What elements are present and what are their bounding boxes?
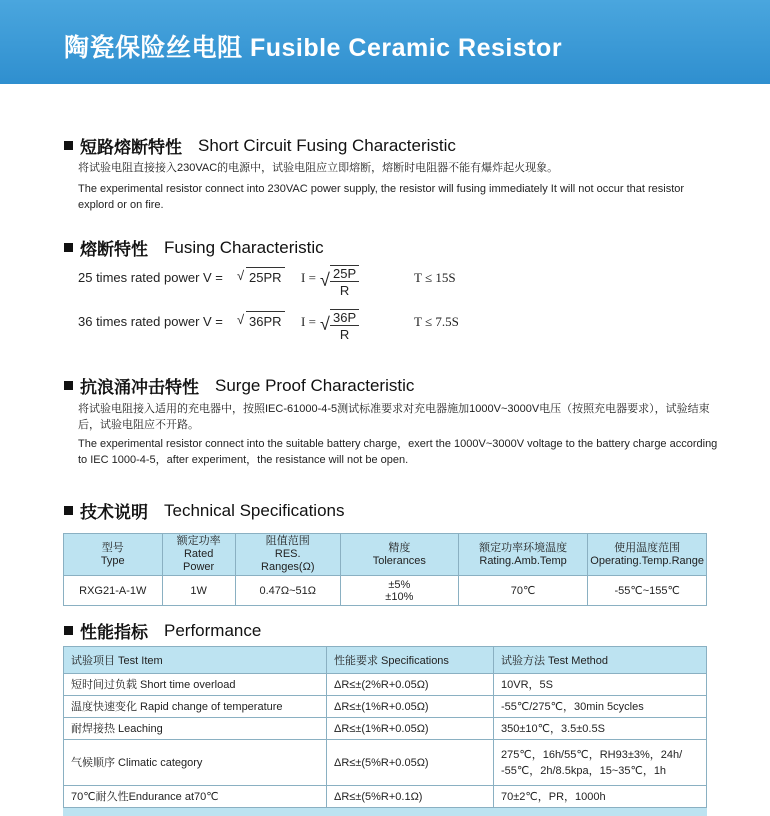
surge-text-cn: 将试验电阻接入适用的充电器中，按照IEC-61000-4-5测试标准要求对充电器施加1000V~3000V电压（按照充电器要求），试验结束后，试验电阻应不开路。 xyxy=(78,403,710,431)
table-row xyxy=(64,576,707,606)
section-fusing-heading xyxy=(64,235,324,260)
bullet-square-icon xyxy=(64,506,73,515)
header-banner xyxy=(0,0,770,84)
formula-denominator: R xyxy=(339,327,350,342)
cell-oper-temp: -55℃~155℃ xyxy=(588,576,707,606)
formula-denominator: R xyxy=(339,283,350,298)
section-performance-heading xyxy=(64,618,261,643)
column-header: 试验项目 Test Item xyxy=(64,647,327,674)
cell-method: 10VR，5S xyxy=(494,674,707,696)
section-short-circuit-heading xyxy=(64,133,456,158)
table-footer-strip xyxy=(63,808,707,816)
sqrt-icon: √ xyxy=(320,270,330,290)
page-title: 陶瓷保险丝电阻 Fusible Ceramic Resistor xyxy=(64,34,563,62)
formula-label: 25 times rated power V = xyxy=(78,270,223,285)
table-header-row xyxy=(64,647,707,674)
cell-power: 1W xyxy=(162,576,235,606)
column-header: 额定功率环境温度 Rating.Amb.Temp xyxy=(458,534,587,576)
bullet-square-icon xyxy=(64,626,73,635)
column-header: 阻值范围 RES. Ranges(Ω) xyxy=(235,534,340,576)
formula-numerator: 25P xyxy=(330,266,359,282)
short-circuit-text-cn: 将试验电阻直接接入230VAC的电源中，试验电阻应立即熔断，熔断时电阻器不能有爆炸起火现象。 xyxy=(78,162,559,174)
table-row xyxy=(64,696,707,718)
cell-method: 275℃，16h/55℃，RH93±3%，24h/ -55℃，2h/8.5kpa，15~35℃，1h xyxy=(494,740,707,786)
performance-table xyxy=(63,646,707,808)
formula-current: I = xyxy=(301,270,316,285)
cell-test-item: 耐焊接热 Leaching xyxy=(64,718,327,740)
table-row xyxy=(64,674,707,696)
section-title-cn: 技术说明 xyxy=(80,503,148,522)
section-title-en: Surge Proof Characteristic xyxy=(215,375,415,395)
section-title-en: Technical Specifications xyxy=(164,500,345,520)
cell-test-item: 温度快速变化 Rapid change of temperature xyxy=(64,696,327,718)
cell-test-item: 短时间过负载 Short time overload xyxy=(64,674,327,696)
column-header: 试验方法 Test Method xyxy=(494,647,707,674)
column-header: 性能要求 Specifications xyxy=(327,647,494,674)
section-title-cn: 短路熔断特性 xyxy=(80,138,182,157)
section-title-cn: 熔断特性 xyxy=(80,240,148,259)
cell-method: -55℃/275℃，30min 5cycles xyxy=(494,696,707,718)
cell-tolerance: ±5% ±10% xyxy=(340,576,458,606)
sqrt-icon: √ xyxy=(320,314,330,334)
bullet-square-icon xyxy=(64,381,73,390)
formula-numerator: 36P xyxy=(330,310,359,326)
formula-label: 36 times rated power V = xyxy=(78,314,223,329)
cell-test-item: 70℃耐久性Endurance at70℃ xyxy=(64,786,327,808)
bullet-square-icon xyxy=(64,243,73,252)
table-header-row xyxy=(64,534,707,576)
cell-spec: ΔR≤±(1%R+0.05Ω) xyxy=(327,696,494,718)
section-title-en: Fusing Characteristic xyxy=(164,237,324,257)
cell-test-item: 气候顺序 Climatic category xyxy=(64,740,327,786)
cell-spec: ΔR≤±(2%R+0.05Ω) xyxy=(327,674,494,696)
formula-current: I = xyxy=(301,314,316,329)
short-circuit-text-en: The experimental resistor connect into 230VAC power supply, the resistor will fusing immediately It will not occur that resistor explord or on fire. xyxy=(78,183,685,211)
formula-radicand: 25PR xyxy=(246,267,285,285)
surge-text-en: The experimental resistor connect into the suitable battery charge，exert the 1000V~3000V voltage to the battery charge according to IEC 1000-4-5，after experiment，the resistance will not be open. xyxy=(78,438,718,466)
section-tech-heading xyxy=(64,498,344,523)
cell-range: 0.47Ω~51Ω xyxy=(235,576,340,606)
cell-method: 70±2℃，PR，1000h xyxy=(494,786,707,808)
sqrt-icon: √ xyxy=(237,268,245,283)
cell-amb-temp: 70℃ xyxy=(458,576,587,606)
formula-radicand: 36PR xyxy=(246,311,285,329)
section-title-cn: 性能指标 xyxy=(80,623,148,642)
cell-spec: ΔR≤±(5%R+0.1Ω) xyxy=(327,786,494,808)
cell-method: 350±10℃，3.5±0.5S xyxy=(494,718,707,740)
tech-spec-table xyxy=(63,533,707,606)
section-title-en: Performance xyxy=(164,620,262,640)
section-title-en: Short Circuit Fusing Characteristic xyxy=(198,135,456,155)
column-header: 使用温度范围 Operating.Temp.Range xyxy=(588,534,707,576)
bullet-square-icon xyxy=(64,141,73,150)
cell-spec: ΔR≤±(5%R+0.05Ω) xyxy=(327,740,494,786)
table-row xyxy=(64,740,707,786)
column-header: 型号 Type xyxy=(64,534,163,576)
column-header: 额定功率 Rated Power xyxy=(162,534,235,576)
table-row xyxy=(64,718,707,740)
table-row xyxy=(64,786,707,808)
section-surge-heading xyxy=(64,373,414,398)
column-header: 精度 Tolerances xyxy=(340,534,458,576)
cell-type: RXG21-A-1W xyxy=(64,576,163,606)
sqrt-icon: √ xyxy=(237,312,245,327)
section-title-cn: 抗浪涌冲击特性 xyxy=(80,378,199,397)
formula-time: T ≤ 7.5S xyxy=(414,314,459,329)
cell-spec: ΔR≤±(1%R+0.05Ω) xyxy=(327,718,494,740)
formula-time: T ≤ 15S xyxy=(414,270,456,285)
